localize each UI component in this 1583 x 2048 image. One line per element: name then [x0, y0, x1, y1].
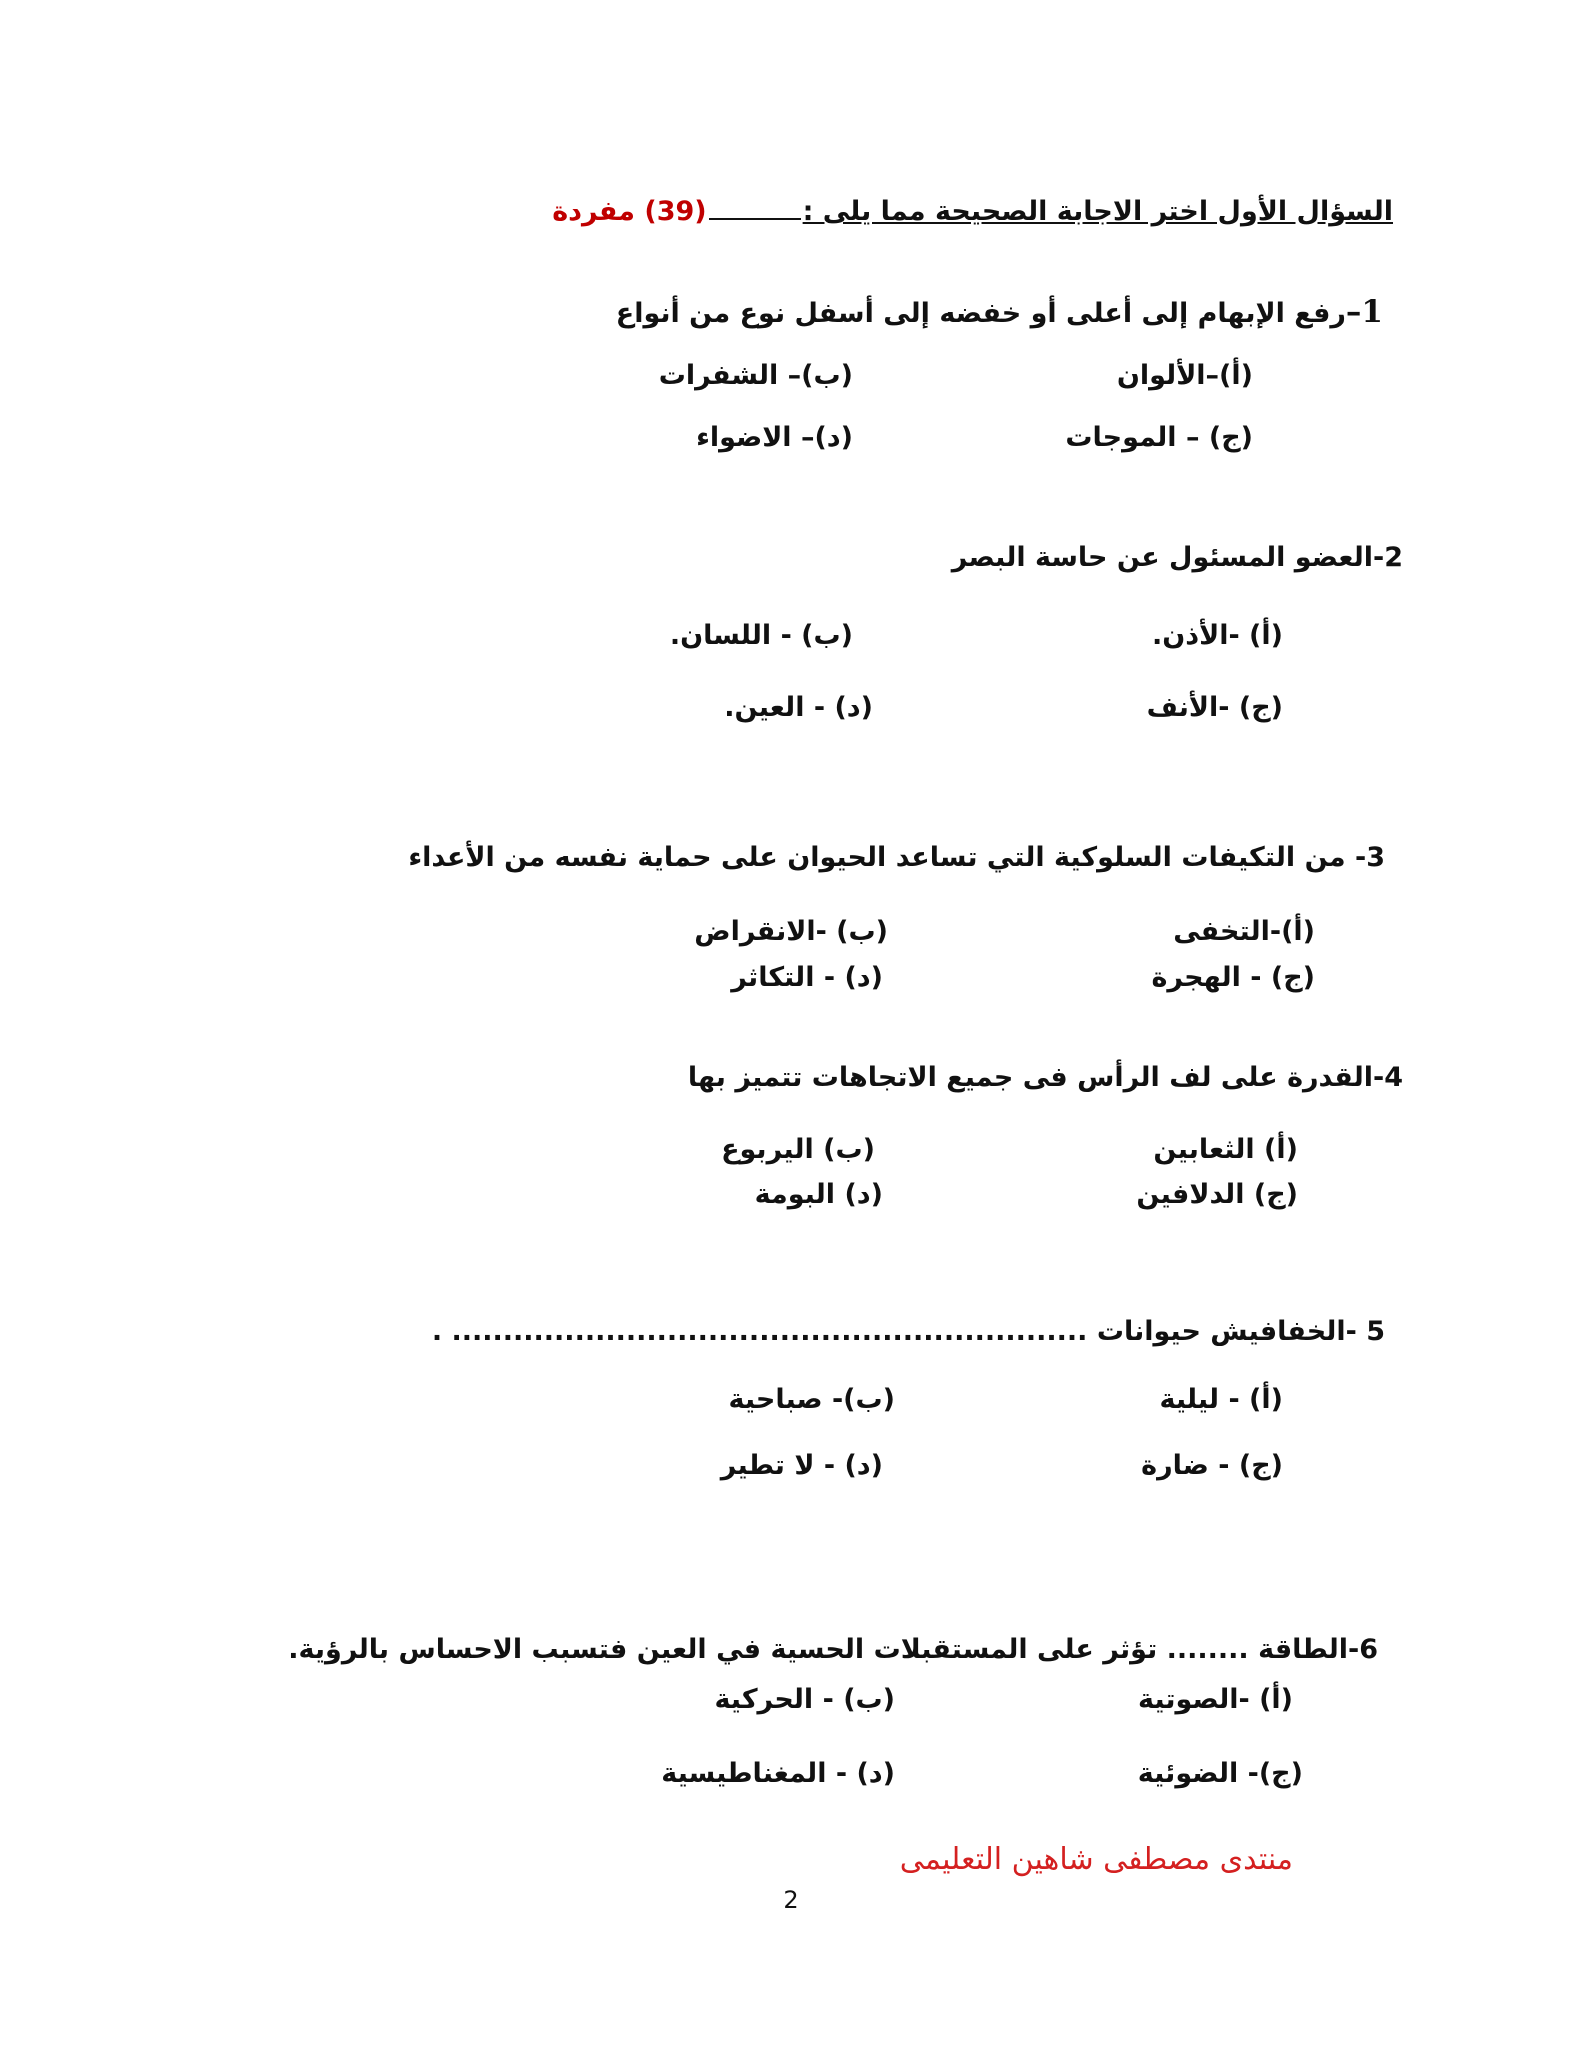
option-c[interactable]: (ج) الدلافين — [1136, 1179, 1298, 1210]
question-5: 5 -الخفافيش حيوانات .............................................................. . — [431, 1316, 1385, 1347]
question-3: 3- من التكيفات السلوكية التي تساعد الحيوان على حماية نفسه من الأعداء — [408, 842, 1385, 873]
question-text: العضو المسئول عن حاسة البصر — [951, 542, 1373, 573]
question-text: القدرة على لف الرأس فى جميع الاتجاهات تتميز بها — [687, 1062, 1373, 1093]
question-number: 3 — [1366, 842, 1385, 873]
option-d[interactable]: (د) البومة — [754, 1179, 883, 1210]
option-a[interactable]: (أ) -الأذن. — [1151, 620, 1283, 651]
option-d[interactable]: (د) - العين. — [724, 692, 873, 723]
question-number: 2 — [1384, 542, 1403, 573]
option-d[interactable]: (د)– الاضواء — [696, 422, 853, 453]
question-number: 5 — [1366, 1316, 1385, 1347]
question-number: 4 — [1384, 1062, 1403, 1093]
question-number: 6 — [1359, 1634, 1378, 1665]
option-d[interactable]: (د) - لا تطير — [720, 1450, 883, 1481]
question-6: 6-الطاقة ........ تؤثر على المستقبلات الحسية في العين فتسبب الاحساس بالرؤية. — [288, 1634, 1378, 1665]
option-d[interactable]: (د) - التكاثر — [731, 962, 883, 993]
header-text: السؤال الأول اختر الاجابة الصحيحة مما يلى : — [802, 196, 1393, 227]
forum-watermark: منتدى مصطفى شاهين التعليمى — [899, 1842, 1293, 1877]
option-b[interactable]: (ب)- صباحية — [728, 1384, 895, 1415]
option-b[interactable]: (ب) - الحركية — [714, 1684, 895, 1715]
question-2: 2-العضو المسئول عن حاسة البصر — [951, 542, 1403, 573]
header-blank-line — [709, 196, 801, 220]
option-c[interactable]: (ج)- الضوئية — [1137, 1758, 1303, 1789]
option-b[interactable]: (ب)– الشفرات — [658, 360, 853, 391]
question-text: الطاقة ........ تؤثر على المستقبلات الحسية في العين فتسبب الاحساس بالرؤية. — [288, 1634, 1348, 1665]
option-c[interactable]: (ج) - ضارة — [1141, 1450, 1283, 1481]
option-b[interactable]: (ب) - اللسان. — [669, 620, 853, 651]
answer-blank: .............................................................. . — [431, 1316, 1088, 1347]
question-text: الخفافيش حيوانات — [1096, 1316, 1346, 1347]
question-text: رفع الإبهام إلى أعلى أو خفضه إلى أسفل نوع من أنواع — [615, 298, 1346, 329]
option-a[interactable]: (أ) - ليلية — [1159, 1384, 1283, 1415]
page-number: 2 — [783, 1886, 799, 1914]
section-header — [552, 190, 1393, 234]
option-a[interactable]: (أ)–الألوان — [1116, 360, 1253, 391]
option-a[interactable]: (أ)-التخفى — [1173, 916, 1315, 947]
option-b[interactable]: (ب) اليربوع — [721, 1134, 875, 1165]
option-b[interactable]: (ب) -الانقراض — [694, 916, 888, 947]
question-number: 1 — [1361, 294, 1383, 330]
option-c[interactable]: (ج) - الهجرة — [1151, 962, 1315, 993]
question-1: 1–رفع الإبهام إلى أعلى أو خفضه إلى أسفل نوع من أنواع — [615, 294, 1383, 330]
option-c[interactable]: (ج) – الموجات — [1065, 422, 1253, 453]
option-d[interactable]: (د) - المغناطيسية — [661, 1758, 895, 1789]
option-a[interactable]: (أ) الثعابين — [1153, 1134, 1298, 1165]
option-c[interactable]: (ج) -الأنف — [1146, 692, 1283, 723]
item-count: (39) مفردة — [552, 196, 707, 227]
option-a[interactable]: (أ) -الصوتية — [1138, 1684, 1293, 1715]
question-4: 4-القدرة على لف الرأس فى جميع الاتجاهات تتميز بها — [687, 1062, 1403, 1093]
question-text: من التكيفات السلوكية التي تساعد الحيوان على حماية نفسه من الأعداء — [408, 842, 1346, 873]
